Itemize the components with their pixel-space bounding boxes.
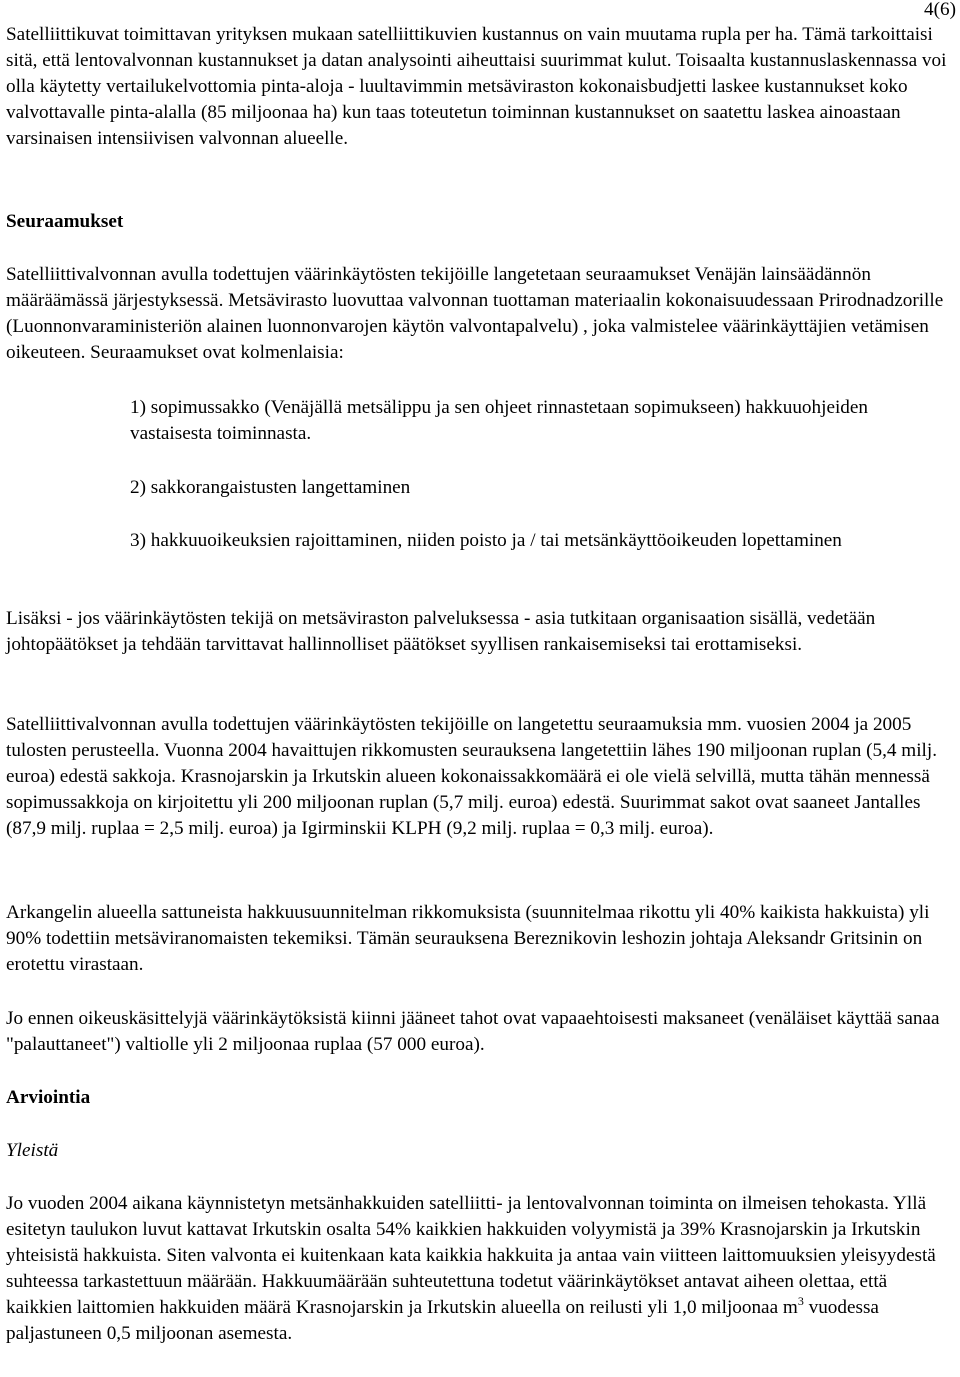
heading-seuraamukset: Seuraamukset	[6, 211, 124, 232]
paragraph-yleista-end: vuodessa paljastuneen 0,5 miljoonan asemesta.	[6, 1297, 879, 1344]
paragraph-arkangeli: Arkangelin alueella sattuneista hakkuusuunnitelman rikkomuksista (suunnitelmaa rikottu yli 40% kaikista hakkuista) yli 90% todettiin metsäviranomaisten tekemiksi. Tämän seurauksena Bereznikovin leshozin johtaja Aleksandr Gritsinin on erotettu virastaan.	[6, 902, 930, 975]
paragraph-jo-ennen: Jo ennen oikeuskäsittelyjä väärinkäytöksistä kiinni jääneet tahot ovat vapaaehtoisesti maksaneet (venäläiset käyttää sanaa "palauttaneet") valtiolle yli 2 miljoonaa ruplaa (57 000 euroa).	[6, 1008, 940, 1055]
list-item-3: 3) hakkuuoikeuksien rajoittaminen, niiden poisto ja / tai metsänkäyttöoikeuden lopettaminen	[130, 530, 842, 551]
subheading-yleista: Yleistä	[6, 1140, 59, 1161]
list-item-1: 1) sopimussakko (Venäjällä metsälippu ja sen ohjeet rinnastetaan sopimukseen) hakkuuohjeiden vastaisesta toiminnasta.	[130, 397, 868, 444]
heading-arviointia: Arviointia	[6, 1087, 91, 1108]
list-item-2: 2) sakkorangaistusten langettaminen	[130, 477, 411, 498]
superscript-3: 3	[797, 1294, 804, 1308]
paragraph-vuosien: Satelliittivalvonnan avulla todettujen väärinkäytösten tekijöille on langetettu seuraamuksia mm. vuosien 2004 ja 2005 tulosten perusteella. Vuonna 2004 havaittujen rikkomusten seurauksena langetettiin lähes 190 miljoonan ruplan (5,4 milj. euroa) edestä sakkoja. Krasnojarskin ja Irkutskin alueen kokonaissakkomäärä ei ole vielä selvillä, mutta tähän mennessä sopimussakkoja on kirjoitettu yli 200 miljoonan ruplan (5,7 milj. euroa) edestä. Suurimmat sakot ovat saaneet Jantalles (87,9 milj. ruplaa = 2,5 milj. euroa) ja Igirminskii KLPH (9,2 milj. ruplaa = 0,3 milj. euroa).	[6, 714, 938, 839]
page-number: 4(6)	[924, 0, 956, 20]
paragraph-yleista-main: Jo vuoden 2004 aikana käynnistetyn metsänhakkuiden satelliitti- ja lentovalvonnan toiminta on ilmeisen tehokasta. Yllä esitetyn taulukon luvut kattavat Irkutskin osalta 54% kaikkien hakkuiden volyymistä ja 39% Krasnojarskin ja Irkutskin yhteisistä hakkuista. Siten valvonta ei kuitenkaan kata kaikkia hakkuita ja antaa vain viitteen laittomuuksien yleisyydestä suhteessa tarkastettuun määrään. Hakkuumäärään suhteutettuna todetut väärinkäytökset antavat aiheen olettaa, että kaikkien laittomien hakkuiden määrä Krasnojarskin ja Irkutskin alueella on reilusti yli 1,0 miljoonaa m	[6, 1193, 936, 1318]
paragraph-seuraamukset: Satelliittivalvonnan avulla todettujen väärinkäytösten tekijöille langetetaan seuraamukset Venäjän lainsäädännön määräämässä järjestyksessä. Metsävirasto luovuttaa valvonnan tuottaman materiaalin kokonaisuudessaan Prirodnadzorille (Luonnonvaraministeriön alainen luonnonvarojen käytön valvontapalvelu) , joka valmistelee väärinkäyttäjien vetämisen oikeuteen. Seuraamukset ovat kolmenlaisia:	[6, 264, 944, 363]
paragraph-lisaksi: Lisäksi - jos väärinkäytösten tekijä on metsäviraston palveluksessa - asia tutkitaan organisaation sisällä, vedetään johtopäätökset ja tehdään tarvittavat hallinnolliset päätökset syyllisen rankaisemiseksi tai erottamiseksi.	[6, 608, 876, 655]
paragraph-intro: Satelliittikuvat toimittavan yrityksen mukaan satelliittikuvien kustannus on vain muutama rupla per ha. Tämä tarkoittaisi sitä, että lentovalvonnan kustannukset ja datan analysointi aiheuttaisi suurimmat kulut. Toisaalta kustannuslaskennassa voi olla käytetty vertailukelvottomia pinta-aloja - luultavimmin metsäviraston kokonaisbudjetti laskee kustannukset koko valvottavalle pinta-alalla (85 miljoonaa ha) kun taas toteutetun toiminnan kustannukset on saatettu laskea ainoastaan varsinaisen intensiivisen valvonnan alueelle.	[6, 24, 947, 149]
paragraph-yleista	[6, 1191, 954, 1347]
